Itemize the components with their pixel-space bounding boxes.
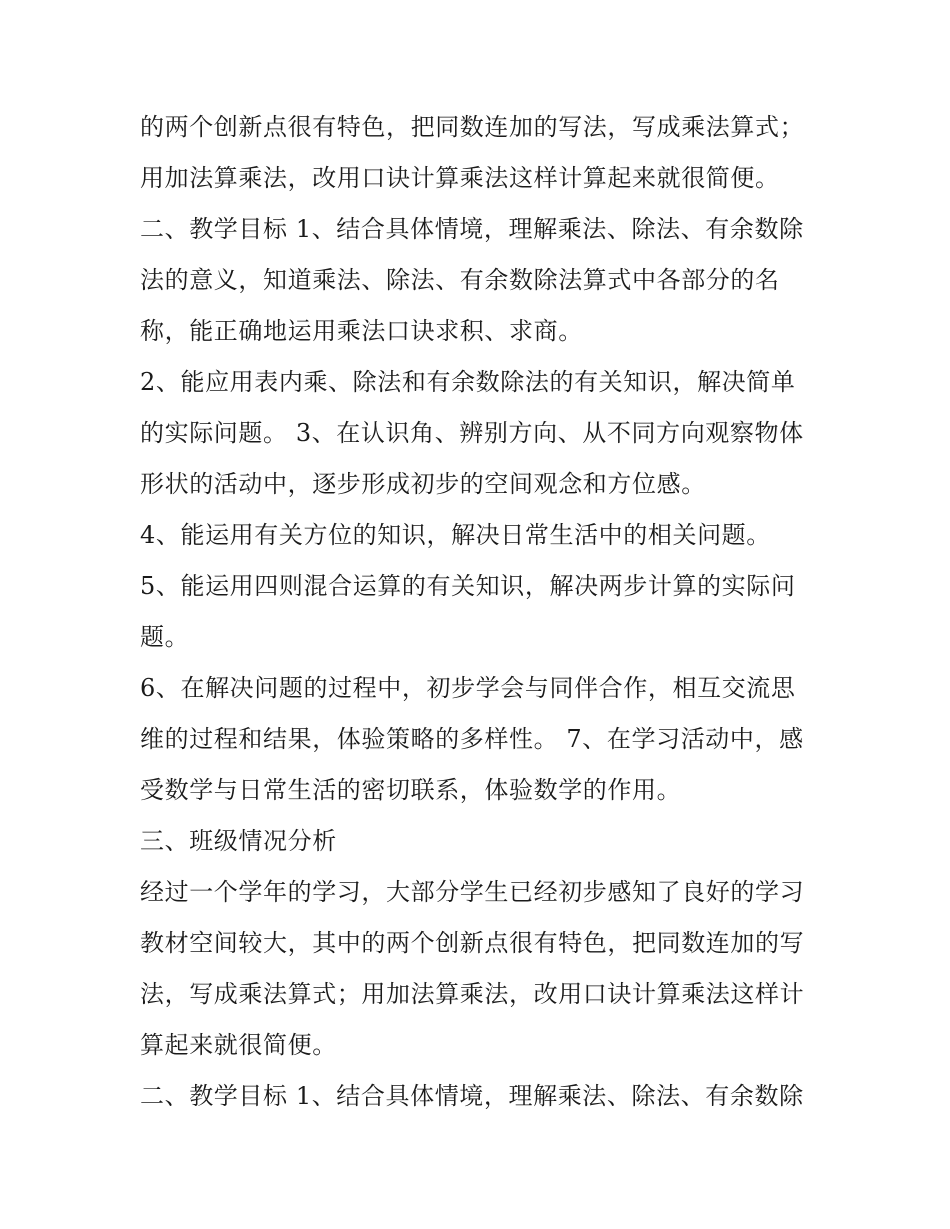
text-line: 形状的活动中，逐步形成初步的空间观念和方位感。 [140, 470, 706, 498]
text-line: 法，写成乘法算式；用加法算乘法，改用口诀计算乘法这样计 [140, 980, 805, 1008]
text-line: 5、能运用四则混合运算的有关知识，解决两步计算的实际问 [140, 572, 796, 600]
text-line: 6、在解决问题的过程中，初步学会与同伴合作，相互交流思 [140, 674, 796, 702]
text-line: 2、能应用表内乘、除法和有余数除法的有关知识，解决简单 [140, 368, 796, 396]
text-line: 受数学与日常生活的密切联系，体验数学的作用。 [140, 776, 682, 804]
text-line: 用加法算乘法，改用口诀计算乘法这样计算起来就很简便。 [140, 164, 780, 192]
text-line: 二、教学目标 1、结合具体情境，理解乘法、除法、有余数除 [140, 215, 804, 243]
text-line: 二、教学目标 1、结合具体情境，理解乘法、除法、有余数除 [140, 1082, 804, 1110]
document-body [140, 102, 820, 1122]
text-line: 教材空间较大，其中的两个创新点很有特色，把同数连加的写 [140, 929, 805, 957]
text-line: 题。 [140, 623, 190, 651]
text-line: 的两个创新点很有特色，把同数连加的写法，写成乘法算式； [140, 113, 805, 141]
text-line: 经过一个学年的学习，大部分学生已经初步感知了良好的学习 [140, 878, 805, 906]
section-heading: 三、班级情况分析 [140, 827, 337, 855]
text-line: 4、能运用有关方位的知识，解决日常生活中的相关问题。 [140, 521, 771, 549]
text-line: 法的意义，知道乘法、除法、有余数除法算式中各部分的名 [140, 266, 780, 294]
text-line: 的实际问题。 3、在认识角、辨别方向、从不同方向观察物体 [140, 419, 804, 447]
text-line: 称，能正确地运用乘法口诀求积、求商。 [140, 317, 583, 345]
text-line: 算起来就很简便。 [140, 1031, 337, 1059]
text-line: 维的过程和结果，体验策略的多样性。 7、在学习活动中，感 [140, 725, 804, 753]
